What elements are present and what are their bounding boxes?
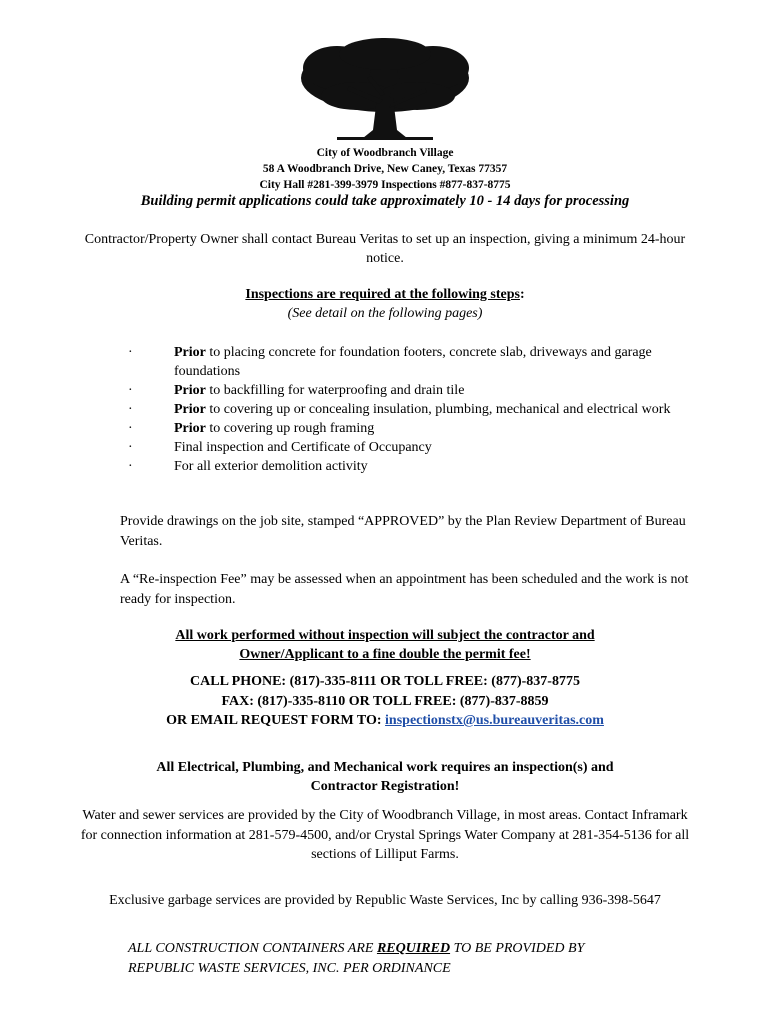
contact-block (0, 672, 770, 731)
containers-required: REQUIRED (376, 941, 451, 956)
email-link[interactable]: inspectionstx@us.bureauveritas.com (385, 713, 604, 728)
bullet: · (128, 345, 133, 360)
containers-part1: ALL CONSTRUCTION CONTAINERS ARE (128, 941, 377, 956)
oak-tree-icon (297, 38, 473, 142)
list-item (120, 457, 680, 476)
step-text: For all exterior demolition activity (174, 459, 368, 474)
registration-note (0, 758, 770, 796)
fine-warning-line1: All work performed without inspection will subject the contractor and (175, 628, 595, 643)
city-name: City of Woodbranch Village (316, 147, 454, 159)
list-item (120, 419, 680, 438)
bullet: · (128, 421, 133, 436)
step-text: to covering up or concealing insulation, plumbing, mechanical and electrical work (205, 402, 671, 417)
bullet: · (128, 402, 133, 417)
list-item (120, 438, 680, 457)
step-text: to placing concrete for foundation footers, concrete slab, driveways and garage foundations (174, 345, 652, 379)
step-prior: Prior (174, 345, 206, 360)
inspection-steps-list (120, 343, 680, 476)
bullet: · (128, 440, 133, 455)
city-phones: City Hall #281-399-3979 Inspections #877-837-8775 (259, 179, 511, 191)
list-item (120, 400, 680, 419)
containers-line1 (128, 939, 688, 959)
step-prior: Prior (174, 421, 206, 436)
step-prior: Prior (174, 383, 206, 398)
inspections-heading (0, 286, 770, 305)
contact-note: Contractor/Property Owner shall contact Bureau Veritas to set up an inspection, giving a minimum 24-hour notice. (84, 232, 686, 266)
inspections-heading-colon: : (519, 287, 525, 302)
containers-line2: REPUBLIC WASTE SERVICES, INC. PER ORDINANCE (128, 961, 451, 976)
list-item (120, 381, 680, 400)
bullet: · (128, 383, 133, 398)
step-text: to backfilling for waterproofing and drain tile (205, 383, 465, 398)
reinspection-note: A “Re-inspection Fee” may be assessed when an appointment has been scheduled and the work is not ready for inspection. (120, 572, 689, 607)
fine-warning-line2: Owner/Applicant to a fine double the permit fee! (239, 646, 531, 662)
inspections-heading-text: Inspections are required at the following steps (245, 287, 520, 302)
city-header (0, 145, 770, 193)
phone-line: CALL PHONE: (817)-335-8111 OR TOLL FREE: (877)-837-8775 (190, 674, 580, 689)
processing-note: Building permit applications could take approximately 10 - 14 days for processing (140, 193, 630, 209)
fax-line: FAX: (817)-335-8110 OR TOLL FREE: (877)-837-8859 (221, 693, 549, 709)
registration-line2: Contractor Registration! (310, 779, 460, 794)
drawings-note: Provide drawings on the job site, stamped “APPROVED” by the Plan Review Department of Bureau Veritas. (120, 514, 686, 549)
list-item (120, 343, 680, 381)
bullet: · (128, 459, 133, 474)
containers-part2: TO BE PROVIDED BY (450, 941, 585, 956)
inspections-subheading: (See detail on the following pages) (287, 306, 483, 321)
registration-line1: All Electrical, Plumbing, and Mechanical work requires an inspection(s) and (156, 760, 614, 775)
step-text: Final inspection and Certificate of Occupancy (174, 440, 432, 455)
email-prefix: OR EMAIL REQUEST FORM TO: (166, 713, 386, 728)
city-address: 58 A Woodbranch Drive, New Caney, Texas 77357 (262, 163, 508, 175)
step-prior: Prior (174, 402, 206, 417)
step-text: to covering up rough framing (205, 421, 375, 436)
containers-note (128, 939, 688, 979)
fine-warning (0, 627, 770, 664)
garbage-note: Exclusive garbage services are provided by Republic Waste Services, Inc by calling 936-398-5647 (109, 893, 661, 908)
email-line (0, 711, 770, 731)
water-note: Water and sewer services are provided by the City of Woodbranch Village, in most areas. Contact Inframark for connection information at 281-579-4500, and/or Crystal Springs Water Company at 281-354-5136 for all sections of Lilliput Farms. (80, 808, 690, 862)
